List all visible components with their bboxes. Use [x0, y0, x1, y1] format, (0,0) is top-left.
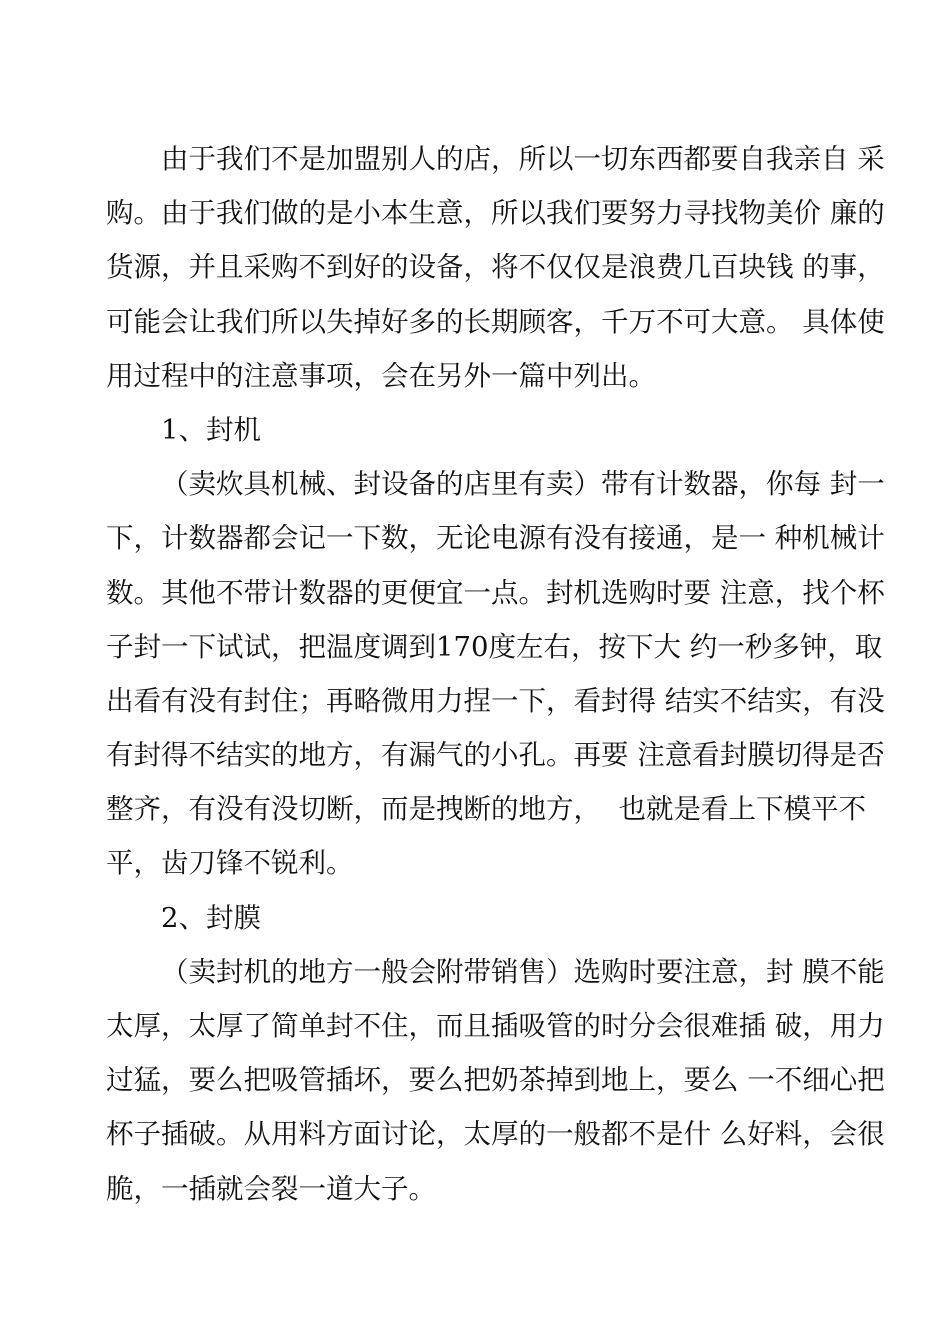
- text-line: 由于我们不是加盟别人的店，所以一切东西都要自我亲自 采: [161, 143, 885, 175]
- paragraph-procurement: [106, 132, 885, 403]
- paragraph-sealing-film: [106, 945, 885, 1216]
- text-line: 杯子插破。从用料方面讨论，太厚的一般都不是什 么好料，会很: [106, 1118, 885, 1151]
- document-body: [106, 132, 885, 1216]
- section-heading-sealing-machine: 1、封机: [161, 413, 261, 446]
- text-line: 脆，一插就会裂一道大子。: [106, 1172, 436, 1205]
- text-line: 太厚，太厚了简单封不住，而且插吸管的时分会很难插 破，用力: [106, 1010, 885, 1042]
- text-line: （卖炊具机械、封设备的店里有卖）带有计数器，你每 封一: [161, 468, 885, 501]
- text-line: 可能会让我们所以失掉好多的长期顾客，千万不可大意。 具体使: [106, 305, 885, 338]
- text-line: （卖封机的地方一般会附带销售）选购时要注意，封 膜不能: [161, 955, 885, 988]
- text-line: 出看有没有封住；再略微用力捏一下，看封得 结实不结实，有没: [106, 684, 885, 717]
- text-line: 用过程中的注意事项，会在另外一篇中列出。: [106, 359, 656, 392]
- text-line: 购。由于我们做的是小本生意，所以我们要努力寻找物美价 廉的: [106, 197, 885, 230]
- section-heading-sealing-film: 2、封膜: [161, 901, 261, 934]
- text-line: 过猛，要么把吸管插坏，要么把奶茶掉到地上，要么 一不细心把: [106, 1064, 885, 1097]
- text-line: 数。其他不带计数器的更便宜一点。封机选购时要 注意，找个杯: [106, 576, 885, 609]
- text-line: 整齐，有没有没切断，而是拽断的地方， 也就是看上下模平不: [106, 793, 866, 826]
- text-line: 子封一下试试，把温度调到170度左右，按下大 约一秒多钟，取: [106, 630, 883, 663]
- text-line: 下，计数器都会记一下数，无论电源有没有接通，是一 种机械计: [106, 522, 885, 555]
- text-line: 平，齿刀锋不锐利。: [106, 847, 354, 880]
- paragraph-sealing-machine: [106, 457, 885, 891]
- text-line: 货源，并且采购不到好的设备，将不仅仅是浪费几百块钱 的事，: [106, 251, 885, 284]
- text-line: 有封得不结实的地方，有漏气的小孔。再要 注意看封膜切得是否: [106, 739, 885, 772]
